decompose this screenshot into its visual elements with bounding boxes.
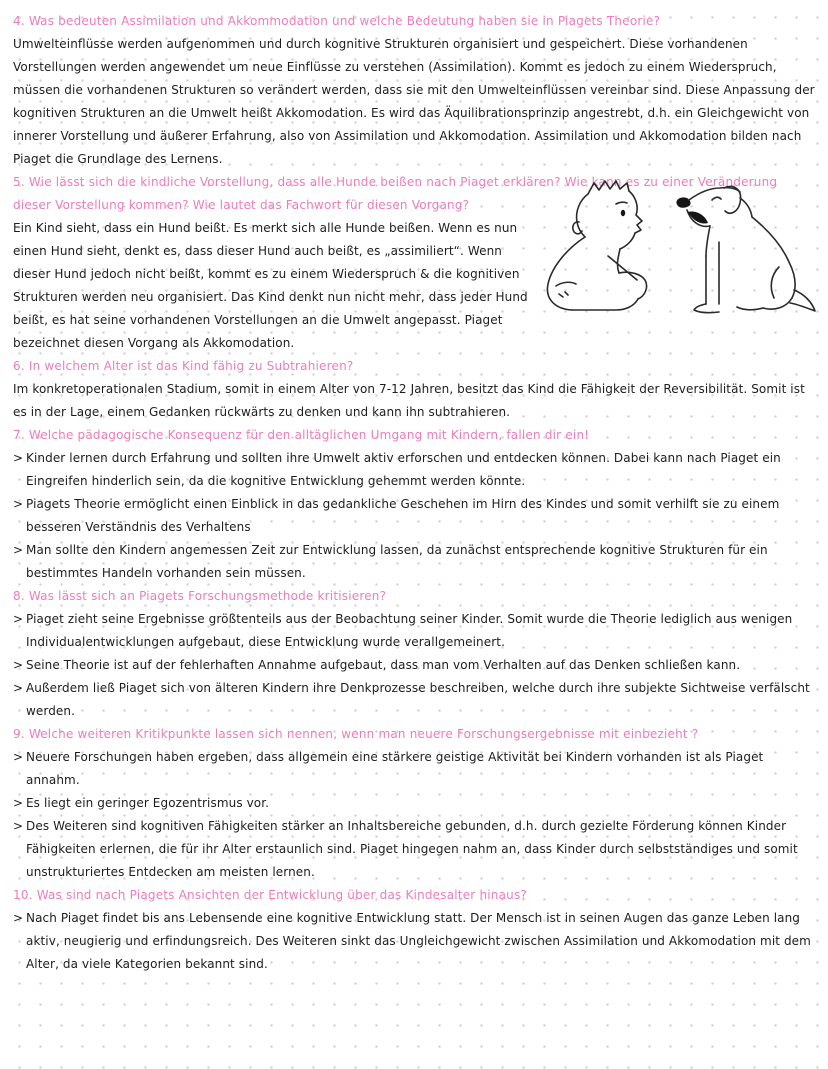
bullet-marker: > bbox=[13, 796, 24, 810]
answer-bullet bbox=[13, 746, 819, 792]
bullet-text: Des Weiteren sind kognitiven Fähigkeiten stärker an Inhaltsbereiche gebunden, d.h. durch gezielte Förderung können Kinder Fähigkeiten erlernen, die für ihr Alter erstaunlich sind. Piaget hingegen nahm an, dass Kinder durch selbstständiges und somit unstrukturiertes Entdecken am meisten lernen. bbox=[26, 819, 798, 879]
bullet-text: Neuere Forschungen haben ergeben, dass allgemein eine stärkere geistige Aktivität bei Kindern vorhanden ist als Piaget annahm. bbox=[26, 750, 764, 787]
bullet-marker: > bbox=[13, 497, 24, 511]
toddler-sketch bbox=[547, 181, 646, 310]
answer-bullet bbox=[13, 447, 819, 493]
bullet-text: Kinder lernen durch Erfahrung und sollten ihre Umwelt aktiv erforschen und entdecken können. Dabei kann nach Piaget ein Eingreifen hinderlich sein, da die kognitive Entwicklung gehemmt werden könnte. bbox=[26, 451, 781, 488]
answer-bullet bbox=[13, 907, 819, 976]
qa-section-q8 bbox=[13, 585, 819, 723]
answer-paragraph: Ein Kind sieht, dass ein Hund beißt. Es merkt sich alle Hunde beißen. Wenn es nun einen Hund sieht, denkt es, dass dieser Hund auch beißt, es „assimiliert“. Wenn dieser Hund jedoch nicht beißt, kommt es zu einem Wiederspruch & die kognitiven Strukturen werden neu organisiert. Das Kind denkt nun nicht mehr, dass jeder Hund beißt, es hat seine vorhandenen Vorstellungen an die Umwelt angepasst. Piaget bezeichnet diesen Vorgang als Akkomodation. bbox=[13, 221, 528, 350]
answer-bullet bbox=[13, 815, 819, 884]
qa-section-q4 bbox=[13, 10, 819, 171]
bullet-marker: > bbox=[13, 543, 24, 557]
qa-section-q7 bbox=[13, 424, 819, 585]
qa-sections bbox=[13, 10, 819, 976]
bullet-marker: > bbox=[13, 451, 24, 465]
answer-paragraph: Im konkretoperationalen Stadium, somit in einem Alter von 7-12 Jahren, besitzt das Kind die Fähigkeit der Reversibilität. Somit ist es in der Lage, einem Gedanken rückwärts zu denken und kann ihn subtrahieren. bbox=[13, 382, 805, 419]
answer-bullet bbox=[13, 654, 819, 677]
answer-bullet bbox=[13, 677, 819, 723]
answer-bullet bbox=[13, 539, 819, 585]
bullet-text: Piaget zieht seine Ergebnisse größtenteils aus der Beobachtung seiner Kinder. Somit wurde die Theorie lediglich aus wenigen Individualentwicklungen aufgebaut, diese Entwicklung wurde verallgemeinert. bbox=[26, 612, 793, 649]
question-text: 9. Welche weiteren Kritikpunkte lassen sich nennen, wenn man neuere Forschungsergebnisse mit einbezieht ? bbox=[13, 727, 699, 741]
bullet-text: Außerdem ließ Piaget sich von älteren Kindern ihre Denkprozesse beschreiben, welche durch ihre subjekte Sichtweise verfälscht werden. bbox=[26, 681, 810, 718]
bullet-text: Seine Theorie ist auf der fehlerhaften Annahme aufgebaut, dass man vom Verhalten auf das Denken schließen kann. bbox=[26, 658, 741, 672]
answer-bullet bbox=[13, 493, 819, 539]
question-text: 8. Was lässt sich an Piagets Forschungsmethode kritisieren? bbox=[13, 589, 387, 603]
answer-bullet bbox=[13, 608, 819, 654]
question-text: 5. Wie lässt sich die kindliche Vorstellung, dass alle Hunde beißen nach Piaget erklären? Wie kann es zu einer Veränderung dieser Vorstellung kommen? Wie lautet das Fachwort für diesen Vorgang? bbox=[13, 175, 778, 212]
bullet-marker: > bbox=[13, 911, 24, 925]
question-text: 6. In welchem Alter ist das Kind fähig zu Subtrahieren? bbox=[13, 359, 354, 373]
bullet-marker: > bbox=[13, 750, 24, 764]
qa-section-q6 bbox=[13, 355, 819, 424]
bullet-text: Man sollte den Kindern angemessen Zeit zur Entwicklung lassen, da zunächst entsprechende kognitive Strukturen für ein bestimmtes Handeln vorhanden sein müssen. bbox=[26, 543, 768, 580]
bullet-marker: > bbox=[13, 658, 24, 672]
qa-section-q9 bbox=[13, 723, 819, 884]
qa-section-q10 bbox=[13, 884, 819, 976]
bullet-marker: > bbox=[13, 819, 24, 833]
bullet-marker: > bbox=[13, 612, 24, 626]
bullet-text: Piagets Theorie ermöglicht einen Einblick in das gedankliche Geschehen im Hirn des Kindes und somit verhilft sie zu einem besseren Verständnis des Verhaltens bbox=[26, 497, 780, 534]
child-and-dog-drawing bbox=[528, 170, 820, 318]
child-and-dog-sketch-svg bbox=[528, 170, 820, 318]
bullet-marker: > bbox=[13, 681, 24, 695]
dog-sketch bbox=[676, 186, 815, 312]
question-text: 7. Welche pädagogische Konsequenz für den alltäglichen Umgang mit Kindern, fallen dir ein! bbox=[13, 428, 590, 442]
bullet-text: Es liegt ein geringer Egozentrismus vor. bbox=[26, 796, 270, 810]
answer-bullet bbox=[13, 792, 819, 815]
bullet-text: Nach Piaget findet bis ans Lebensende eine kognitive Entwicklung statt. Der Mensch ist in seinen Augen das ganze Leben lang aktiv, neugierig und erfindungsreich. Des Weiteren sinkt das Ungleichgewicht zwischen Assimilation und Akkomodation mit dem Alter, da viele Kategorien bekannt sind. bbox=[26, 911, 811, 971]
answer-paragraph: Umwelteinflüsse werden aufgenommen und durch kognitive Strukturen organisiert und gespeichert. Diese vorhandenen Vorstellungen werden angewendet um neue Einflüsse zu verstehen (Assimilation). Kommt es jedoch zu einem Wiederspruch, müssen die vorhandenen Strukturen so verändert werden, dass sie mit den Umwelteinflüssen vereinbar sind. Diese Anpassung der kognitiven Strukturen an die Umwelt heißt Akkomodation. Es wird das Äquilibrationsprinzip angestrebt, d.h. ein Gleichgewicht von innerer Vorstellung und äußerer Erfahrung, also von Assimilation und Akkomodation. Assimilation und Akkomodation bilden nach Piaget die Grundlage des Lernens. bbox=[13, 37, 815, 166]
question-text: 4. Was bedeuten Assimilation und Akkommodation und welche Bedeutung haben sie in Piagets Theorie? bbox=[13, 14, 661, 28]
question-text: 10. Was sind nach Piagets Ansichten der Entwicklung über das Kindesalter hinaus? bbox=[13, 888, 527, 902]
